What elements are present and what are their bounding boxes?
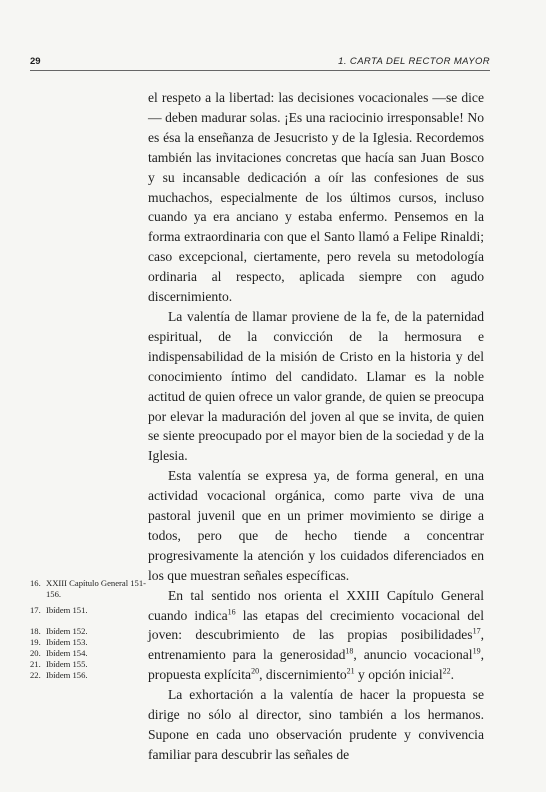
footnote-ref: 18 — [345, 646, 354, 656]
footnote — [30, 578, 148, 600]
footnote-number: 16. — [30, 578, 41, 588]
footnote-number: 19. — [30, 637, 41, 647]
footnote-ref: 20 — [251, 666, 260, 676]
text-run: En tal sentido nos orienta el XXIII Capítulo General cuando indica — [148, 587, 484, 623]
footnote-ref: 22 — [442, 666, 451, 676]
footnote-number: 18. — [30, 626, 41, 636]
text-run: y opción inicial — [354, 667, 443, 683]
body-text — [148, 88, 484, 765]
text-run: las etapas del crecimiento vocacional del joven: descubrimiento de las propias posibilidades — [148, 607, 484, 643]
paragraph: La valentía de llamar proviene de la fe, de la paternidad espiritual, de la convicción de la hermosura e indispensabilidad de la misión de Cristo en la historia y del conocimiento íntimo del candidato. Llamar es la noble actitud de quien ofrece un valor grande, de quien se preocupa por elevar la maduración del joven al que se invita, de quien se siente preocupado por el mayor bien de la sociedad y de la Iglesia. — [148, 308, 484, 464]
footnote-ref: 17 — [472, 626, 481, 636]
paragraph — [148, 586, 484, 686]
paragraph: La exhortación a la valentía de hacer la propuesta se dirige no sólo al director, sino también a los hermanos. Supone en cada uno observación prudente y convivencia familiar para descubrir las señales de — [148, 687, 484, 762]
footnote — [30, 605, 148, 616]
text-run: , propuesta explícita — [148, 647, 484, 683]
footnote-ref: 19 — [472, 646, 481, 656]
text-run: . — [450, 667, 455, 683]
footnote-text: XXIII Capítulo General 151-156. — [46, 578, 146, 599]
running-header — [30, 56, 490, 71]
footnote-ref: 16 — [227, 607, 236, 617]
footnote — [30, 626, 148, 637]
footnote-text: Ibídem 156. — [46, 670, 88, 680]
footnote-number: 21. — [30, 659, 41, 669]
footnote — [30, 648, 148, 659]
paragraph: el respeto a la libertad: las decisiones vocacionales —se dice— deben madurar solas. ¡Es una raciocinio irresponsable! No es ésa la enseñanza de Jesucristo y de la Iglesia. Recordemos también las invitaciones concretas que hacía san Juan Bosco y su incansable dedicación a oír las confesiones de sus muchachos, especialmente de los últimos cursos, incluso cuando ya era anciano y estaba enfermo. Pensemos en la forma extraordinaria con que el Santo llamó a Felipe Rinaldi; caso excepcional, ciertamente, pero revela su metodología ordinaria al respecto, aplicada siempre con agudo discernimiento. — [148, 90, 484, 305]
footnote-text: Ibídem 154. — [46, 648, 88, 658]
footnote-ref: 21 — [346, 666, 355, 676]
text-run: , anuncio vocacional — [353, 647, 473, 663]
footnote-number: 20. — [30, 648, 41, 658]
text-run: , entrenamiento para la generosidad — [148, 627, 484, 663]
footnote-number: 22. — [30, 670, 41, 680]
footnote-text: Ibídem 155. — [46, 659, 88, 669]
footnote-number: 17. — [30, 605, 41, 615]
paragraph: Esta valentía se expresa ya, de forma general, en una actividad vocacional orgánica, como parte viva de una pastoral juvenil que en un primer movimiento se dirige a todos, pero que de hecho tiende a concentrar progresivamente la atención y los cuidados diferenciados en los que muestran señales específicas. — [148, 468, 484, 583]
footnote — [30, 670, 148, 681]
footnote-text: Ibídem 153. — [46, 637, 88, 647]
footnote-text: Ibídem 151. — [46, 605, 88, 615]
footnotes — [30, 578, 148, 681]
page-number: 29 — [30, 56, 41, 67]
footnote-text: Ibídem 152. — [46, 626, 88, 636]
footnote — [30, 659, 148, 670]
text-run: , discernimiento — [259, 667, 347, 683]
running-title: 1. CARTA DEL RECTOR MAYOR — [338, 56, 490, 67]
footnote — [30, 637, 148, 648]
